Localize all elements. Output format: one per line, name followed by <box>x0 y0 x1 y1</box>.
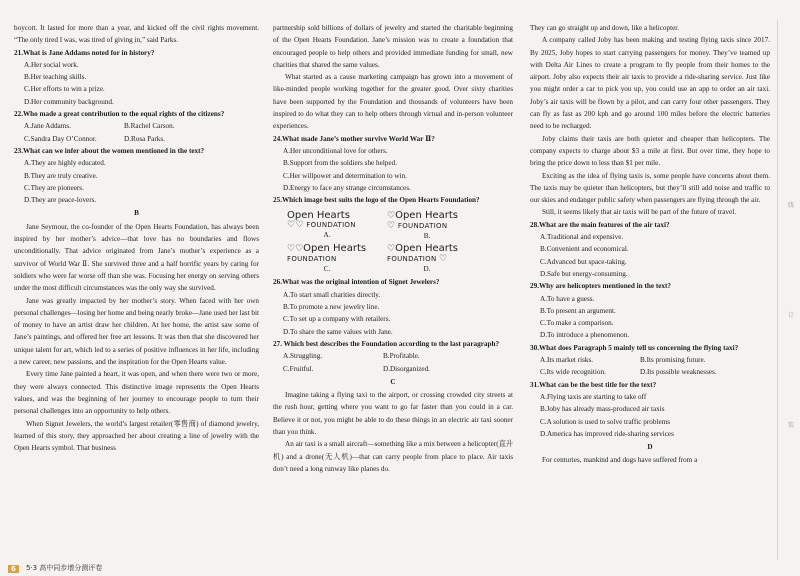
title: Open Hearts <box>287 210 350 222</box>
column-3 <box>530 22 770 467</box>
option: A.Traditional and expensive. <box>540 233 624 242</box>
title: Open Hearts <box>395 243 459 255</box>
passage-paragraph: Exciting as the idea of flying taxis is, some people have concerns about them. The taxis may be quieter than helicopters, but they’ll still add noise and traffic to our skies and endanger public safety when passengers are flying through the air. <box>530 171 770 205</box>
option: C.To set up a company with retailers. <box>283 315 391 324</box>
option: D.Rosa Parks. <box>124 134 165 143</box>
title: Open Hearts <box>303 243 367 255</box>
option: C.Advanced but space-taking. <box>540 257 627 266</box>
logo-options <box>287 210 487 274</box>
passage-text: boycott. It lasted for more than a year, and kicked off the civil rights movement. “The only tired I was, was tired of giving in,” said Parks. <box>14 24 259 45</box>
option: D.Energy to face any strange circumstances. <box>283 183 411 192</box>
option-label: B. <box>423 232 431 241</box>
option: A.Flying taxis are starting to take off <box>540 392 647 401</box>
passage-paragraph: What started as a cause marketing campaign has grown into a movement of like-minded people working together for the greater good. Over sixty charities have been supported by the Foundation and thousands of volunteers have been inspired to do what they can to help others through virtual and in-person volunteer experiences. <box>273 73 513 131</box>
question-22: 22.Who made a great contribution to the equal rights of the citizens? <box>14 110 225 119</box>
logo-option-a <box>287 210 387 241</box>
question-29: 29.Why are helicopters mentioned in the text? <box>530 282 672 291</box>
option-label: D. <box>423 265 431 274</box>
question-30: 30.What does Paragraph 5 mainly tell us concerning the flying taxi? <box>530 343 739 352</box>
option-row <box>24 120 259 132</box>
passage-paragraph: Joby claims their taxis are both quieter and cheaper than helicopters. The company expects to charge about $3 a mile at first. But over time, they hope to bring the price down to less than $1 per mile. <box>530 134 770 168</box>
option: A.Struggling. <box>283 352 323 361</box>
section-heading-c: C <box>390 377 396 386</box>
option: C.Her efforts to win a prize. <box>24 85 105 94</box>
option: C.Its wide recognition. <box>540 368 606 377</box>
question-23: 23.What can we infer about the women mentioned in the text? <box>14 146 205 155</box>
passage-paragraph: Every time Jane painted a heart, it was open, and when there were two or more, they were always connected. This distinctive image represents the Open Hearts values, and was the beginning of her journey to encourage people to turn their personal challenges into an opportunity to help others. <box>14 370 259 416</box>
option: C.They are pioneers. <box>24 183 84 192</box>
option: B.To promote a new jewelry line. <box>283 303 380 312</box>
footer-title: 5·3 高中同步增分测评卷 <box>26 564 103 572</box>
passage-paragraph: An air taxi is a small aircraft—something like a mix between a helicopter(直升机) and a drone(无人机)—that can carry people from place to place. Air taxis don’t need a long runway like planes do. <box>273 440 513 473</box>
option: B.Profitable. <box>383 352 420 361</box>
option: B.They are truly creative. <box>24 171 98 180</box>
option: A.They are highly educated. <box>24 159 106 168</box>
passage-paragraph: partnership sold billions of dollars of jewelry and started the charitable beginning of the Open Hearts Foundation. Jane’s mission was to create a foundation that encouraged people to help others and provided immediate funding for small, new charities that shared the same values. <box>273 24 513 69</box>
passage-paragraph: A company called Joby has been making and testing flying taxis since 2017. By 2025, Joby hopes to start carrying passengers for money. They’ve teamed up with Delta Air Lines to create a program to fly people from their homes to the airport. Joby also expects their air taxis to provide a ride-sharing service. Just like you might order a car to pick you up, you could use an app to order an air taxi. Joby’s air taxis will be flown by a pilot, and can carry four other passengers. They can fly as fast as 200 kph and go around 100 miles before the electric batteries need to be recharged. <box>530 36 770 131</box>
margin-mark: 装 <box>787 422 794 429</box>
question-21: 21.What is Jane Addams noted for in history? <box>14 48 155 57</box>
option: A.Jane Addams. <box>24 122 71 131</box>
page-footer <box>0 562 800 576</box>
option: B.Support from the soldiers she helped. <box>283 159 397 168</box>
passage-paragraph: Jane was greatly impacted by her mother’s story. When faced with her own personal challenges—losing her home and being nearly broke—Jane used her last bit of money to have an artist draw her children. At her home, the artist saw some of Jane’s paintings, and offered her free art lessons. It was then that she discovered her unique talent for art, which led to a series of positive influences in her life, including a new career, new passions, and the inspiration for the Open Hearts value. <box>14 296 259 367</box>
option: D.Her community background. <box>24 97 114 106</box>
section-heading-d: D <box>647 443 653 452</box>
option: C.To make a comparison. <box>540 319 614 328</box>
open-hearts-icon: ♡ <box>387 211 396 222</box>
option-row <box>540 354 770 366</box>
question-28: 28.What are the main features of the air taxi? <box>530 220 670 229</box>
open-hearts-icon: ♡♡ <box>287 244 304 255</box>
option: B.Convenient and economical. <box>540 245 629 254</box>
column-2 <box>273 22 513 475</box>
option: D.Disorganized. <box>383 364 430 373</box>
option-label: C. <box>323 265 331 274</box>
subtitle: FOUNDATION <box>287 255 337 264</box>
option: B.Her teaching skills. <box>24 73 87 82</box>
option-row <box>283 363 513 375</box>
option: B.To present an argument. <box>540 306 616 315</box>
option: D.To share the same values with Jane. <box>283 327 393 336</box>
logo-option-b <box>387 210 487 241</box>
option-label: A. <box>323 231 331 240</box>
option: C.A solution is used to solve traffic problems <box>540 417 671 426</box>
option: A.Her unconditional love for others. <box>283 146 388 155</box>
column-1 <box>14 22 259 454</box>
option: A.To have a guess. <box>540 294 595 303</box>
margin-mark: 订 <box>787 312 794 319</box>
logo-option-c <box>287 243 387 274</box>
margin-mark: 线 <box>787 202 794 209</box>
option: D.Safe but energy-consuming. <box>540 269 628 278</box>
option: D.America has improved ride-sharing services <box>540 429 674 438</box>
binding-line <box>777 20 778 560</box>
subtitle: FOUNDATION <box>387 255 437 264</box>
option: B.Rachel Carson. <box>124 122 175 131</box>
option: D.They are peace-lovers. <box>24 196 97 205</box>
subtitle: FOUNDATION <box>306 221 356 230</box>
passage-paragraph: When Signet Jewelers, the world’s largest retailer(零售商) of diamond jewelry, learned of this story, they approached her about creating a line of jewelry with the Open Hearts symbol. That business <box>14 419 259 453</box>
open-hearts-icon: ♡ <box>439 254 448 265</box>
passage-paragraph: Jane Seymour, the co-founder of the Open Hearts Foundation, has always been inspired by her mother’s advice—that love has no boundaries and flows unconditionally. That advice originated from Jane’s mother’s experience as a survivor of World War Ⅱ. She survived three and a half horrific years by caring for soldiers who were far worse off than she was. Focusing her energy on serving others under the most difficult circumstances was the only way she survived. <box>14 222 259 293</box>
option: C.Her willpower and determination to win. <box>283 171 407 180</box>
logo-option-d <box>387 243 487 274</box>
open-hearts-icon: ♡♡ <box>287 220 304 231</box>
question-26: 26.What was the original intention of Signet Jewelers? <box>273 278 440 287</box>
option: A.To start small charities directly. <box>283 290 381 299</box>
question-25: 25.Which image best suits the logo of the Open Hearts Foundation? <box>273 196 480 205</box>
question-31: 31.What can be the best title for the text? <box>530 380 657 389</box>
passage-paragraph: They can go straight up and down, like a helicopter. <box>530 24 680 32</box>
passage-paragraph: Imagine taking a flying taxi to the airport, or crossing crowded city streets at the rush hour, getting where you want to go far faster than you could in a car. Believe it or not, you might be able to do these things in an electric air taxi sooner than you think. <box>273 391 513 437</box>
option: C.Fruitful. <box>283 364 314 373</box>
passage-paragraph: Still, it seems likely that air taxis will be part of the future of travel. <box>542 208 737 217</box>
passage-paragraph: For centuries, mankind and dogs have suffered from a <box>542 456 698 465</box>
option-row <box>540 366 770 378</box>
option-row <box>283 350 513 362</box>
page-number: 6 <box>8 565 19 573</box>
option: D.Its possible weaknesses. <box>640 368 717 377</box>
question-27: 27. Which best describes the Foundation according to the last paragraph? <box>273 339 500 348</box>
option: A.Her social work. <box>24 60 79 69</box>
option: C.Sandra Day O’Connor. <box>24 134 97 143</box>
question-24: 24.What made Jane’s mother survive World War Ⅱ? <box>273 134 435 143</box>
title: Open Hearts <box>395 210 459 222</box>
option: A.Its market risks. <box>540 356 594 365</box>
section-heading-b: B <box>134 209 139 218</box>
subtitle: FOUNDATION <box>397 222 448 231</box>
option: D.To introduce a phenomenon. <box>540 331 630 340</box>
option: B.Its promising future. <box>640 356 706 365</box>
option: B.Joby has already mass-produced air taxis <box>540 405 665 414</box>
open-hearts-icon: ♡ <box>387 221 396 232</box>
option-row <box>24 133 259 145</box>
open-hearts-icon: ♡ <box>387 244 396 255</box>
